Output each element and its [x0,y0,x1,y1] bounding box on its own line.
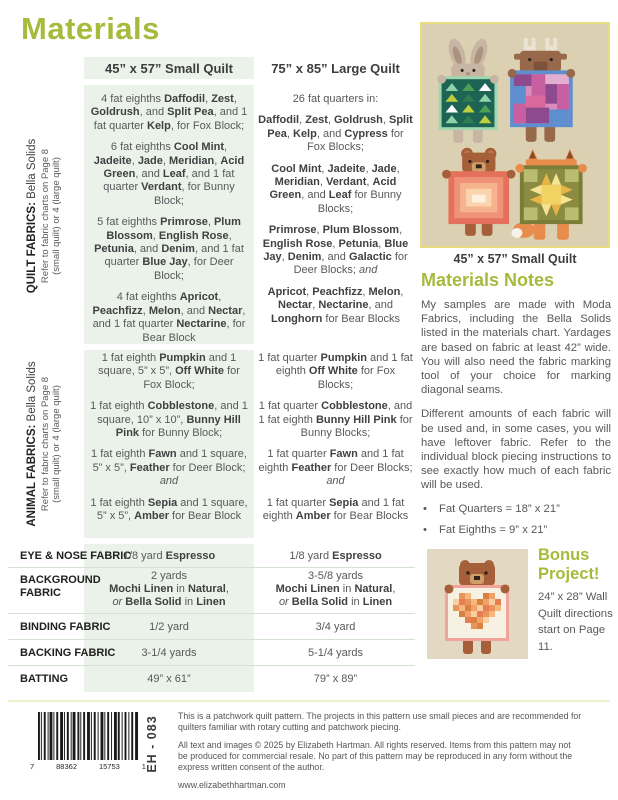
footer-paragraph-2: All text and images © 2025 by Elizabeth Hartman. All rights reserved. Items from this pattern may not be produced for commercial resale. No part of this pattern may be reproduced in any form without the express written consent of the author. [178,740,573,772]
page-title: Materials [21,11,160,46]
row-label-binding-fabric: BINDING FABRIC [20,621,111,633]
pattern-code: EH - 083 [145,715,159,773]
bonus-bear-illustration [427,549,528,659]
barcode-digits [30,762,146,771]
website-url: www.elizabethhartman.com [178,780,286,790]
bonus-quilt-photo [427,549,528,659]
bullet-dot: • [423,502,427,515]
row-label-background-fabric: BACKGROUND FABRIC [20,574,101,599]
small-quilt-illustration [422,24,608,246]
quilt-fabrics-small-cell: 4 fat eighths Daffodil, Zest, Goldrush, and Split Pea, and 1 fat quarter Kelp, for Fox Block; 6 fat eighths Cool Mint, Jadeite, Jade, Meridian, Acid Green, and Leaf, and 1 fat quarter Verdant, for Bunny Block; 5 fat eighths Primrose, Plum Blossom, English Rose, Petunia, and Denim, and 1 fat quarter Blue Jay, for Deer Block; 4 fat eighths Apricot, Peachfizz, Melon, and Nectar, and 1 fat quarter Nectarine, for Bear Block [90,93,248,344]
binding-small-cell: 1/2 yard [149,621,189,633]
bonus-project-body: 24” x 28” Wall Quilt directions start on Page 11. [538,591,613,653]
row-divider [8,567,415,568]
eye-nose-large-cell: 1/8 yard Espresso [289,550,382,562]
row-label-batting: BATTING [20,673,69,685]
materials-notes-paragraph-2: Different amounts of each fabric will be used and, in some cases, you will have leftover fabric. Refer to the individual block piecing instructions to see exactly how much of each fabric will be used. [421,408,611,492]
materials-notes-paragraph-1: My samples are made with Moda Fabrics, including the Bella Solids listed in the materials chart. Yardages are based on fabric at least 42” wide. You will also need the fabric marking tool of your choice for marking diagonal seams. [421,299,611,397]
animal-fabrics-label-sub1: Refer to fabric charts on Page 8 [39,376,51,512]
eye-nose-small-cell: 1/8 yard Espresso [122,550,216,562]
animal-fabrics-large-cell: 1 fat quarter Pumpkin and 1 fat eighth Off White for Fox Blocks; 1 fat quarter Cobblestone, and 1 fat eighth Bunny Hill Pink for Bunny Blocks; 1 fat quarter Fawn and 1 fat eighth Feather for Deer Blocks; and 1 fat quarter Sepia and 1 fat eighth Amber for Bear Blocks [258,352,413,523]
animal-fabrics-small-cell: 1 fat eighth Pumpkin and 1 square, 5” x 5”, Off White for Fox Block; 1 fat eighth Cobblestone, and 1 square, 10” x 10”, Bunny Hill Pink for Bunny Block; 1 fat eighth Fawn and 1 square, 5” x 5”, Feather for Deer Block; and 1 fat eighth Sepia and 1 square, 5” x 5”, Amber for Bear Block [90,352,248,523]
barcode-digit-group: 1 [141,762,146,771]
bonus-project [538,546,614,655]
small-quilt-photo [420,22,610,248]
backing-large-cell: 5-1/4 yards [307,647,364,659]
column-header-large-quilt: 75” x 85” Large Quilt [271,61,400,76]
barcode-digit-group: 88362 [56,762,77,771]
footer-text [178,711,582,790]
animal-fabrics-row-label [8,348,80,540]
footer-paragraph-1: This is a patchwork quilt pattern. The projects in this pattern use small pieces and are recommended for quilters familiar with rotary cutting and patchwork piecing. [178,711,582,732]
barcode-digit-group: 15753 [98,762,120,771]
quilt-fabrics-label-text: QUILT FABRICS: Bella Solids [25,138,38,294]
header-gap [84,79,254,85]
quilt-fabrics-label-sub1: Refer to fabric charts on Page 8 [39,148,51,284]
background-large-cell: 3-5/8 yards Mochi Linen in Natural, or Bella Solid in Linen [275,570,396,608]
batting-small-cell: 49” x 61” [147,673,191,685]
column-header-small-quilt: 45” x 57” Small Quilt [105,61,233,76]
quilt-fabrics-label-sub2: (small quilt) or 4 (large quilt) [51,157,62,275]
bullet-dot: • [423,523,427,536]
row-divider [8,613,415,614]
batting-large-cell: 79” x 89” [313,673,358,685]
footer-divider [8,700,610,702]
background-small-cell: 2 yards Mochi Linen in Natural, or Bella Solid in Linen [109,570,229,608]
animal-fabrics-label-text: ANIMAL FABRICS: Bella Solids [25,361,38,527]
backing-small-cell: 3-1/4 yards [141,647,197,659]
bonus-project-heading: Bonus Project! [538,546,600,583]
quilt-fabrics-row-label [8,88,80,344]
barcode [38,712,138,760]
row-label-eye-nose-fabric: EYE & NOSE FABRIC [20,550,132,562]
row-divider [8,665,415,666]
animal-fabrics-label-sub2: (small quilt) or 4 (large quilt) [51,385,62,503]
materials-notes [421,270,611,545]
binding-large-cell: 3/4 yard [315,621,356,633]
bullet-fat-quarters: • Fat Quarters = 18” x 21” [423,502,560,515]
row-divider [8,639,415,640]
quilt-fabrics-large-cell: 26 fat quarters in: Daffodil, Zest, Goldrush, Split Pea, Kelp, and Cypress for Fox Blocks; Cool Mint, Jadeite, Jade, Meridian, Verdant, Acid Green, and Leaf for Bunny Blocks; Primrose, Plum Blossom, English Rose, Petunia, Blue Jay, Denim, and Galactic for Deer Blocks; and Apricot, Peachfizz, Melon, Nectar, Nectarine, and Longhorn for Bear Blocks [258,93,413,325]
bullet-fat-eighths: • Fat Eighths = 9” x 21” [423,523,548,536]
materials-notes-heading: Materials Notes [421,270,555,290]
row-label-backing-fabric: BACKING FABRIC [20,647,116,659]
small-quilt-caption: 45” x 57” Small Quilt [453,252,577,266]
section-gap [84,538,254,544]
barcode-digit-group: 7 [30,762,35,771]
